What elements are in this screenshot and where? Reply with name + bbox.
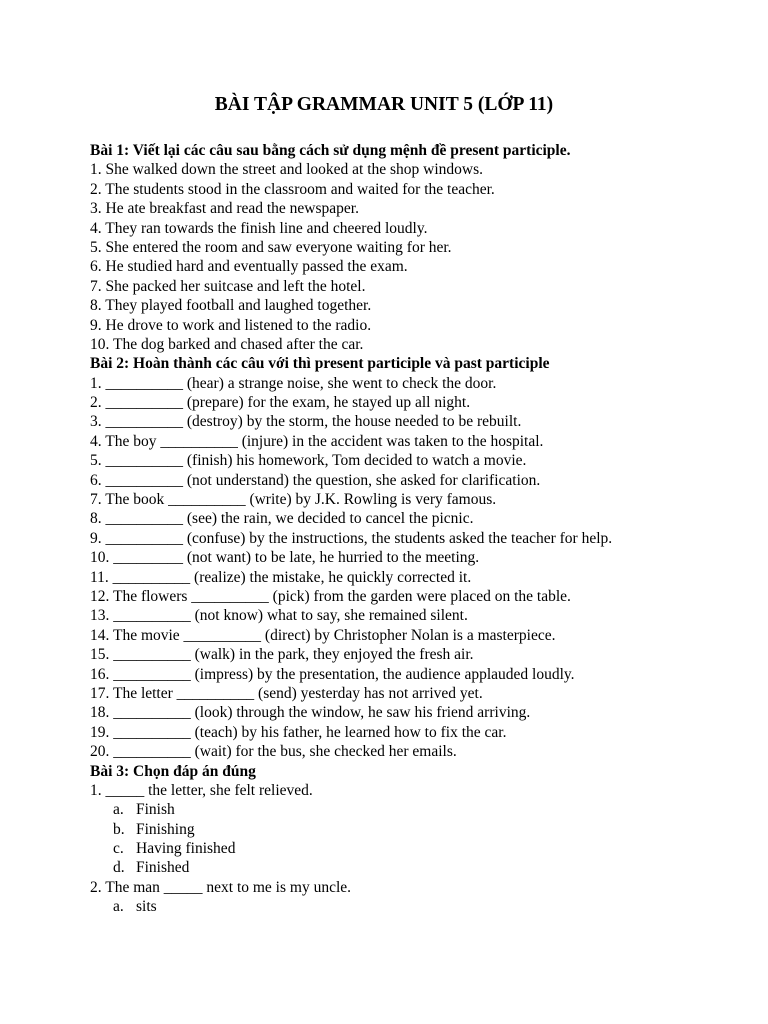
exercise-3-heading: Bài 3: Chọn đáp án đúng [90, 762, 256, 780]
exercise-2-item: 9. __________ (confuse) by the instructions, the students asked the teacher for help. [90, 529, 613, 547]
exercise-2-item: 14. The movie __________ (direct) by Christopher Nolan is a masterpiece. [90, 626, 556, 644]
exercise-1-item: 9. He drove to work and listened to the radio. [90, 316, 372, 334]
exercise-2-item: 4. The boy __________ (injure) in the accident was taken to the hospital. [90, 432, 544, 450]
exercise-2-item: 1. __________ (hear) a strange noise, she went to check the door. [90, 374, 497, 392]
exercise-2-item: 18. __________ (look) through the window, he saw his friend arriving. [90, 704, 531, 722]
exercise-2-item: 7. The book __________ (write) by J.K. Rowling is very famous. [90, 491, 497, 509]
exercise-1-item: 8. They played football and laughed together. [90, 297, 372, 315]
exercise-1-heading: Bài 1: Viết lại các câu sau bằng cách sử dụng mệnh đề present participle. [90, 142, 571, 159]
document-title: BÀI TẬP GRAMMAR UNIT 5 (LỚP 11) [214, 94, 554, 115]
exercise-1-item: 2. The students stood in the classroom and waited for the teacher. [90, 180, 495, 198]
option-text: Finished [136, 859, 190, 877]
exercise-2-item: 13. __________ (not know) what to say, she remained silent. [90, 607, 468, 625]
answer-option [90, 820, 750, 839]
exercise-2-item: 2. __________ (prepare) for the exam, he stayed up all night. [90, 394, 471, 412]
exercise-2-item: 8. __________ (see) the rain, we decided to cancel the picnic. [90, 510, 474, 528]
exercise-2-heading: Bài 2: Hoàn thành các câu với thì present participle và past participle [90, 355, 550, 373]
exercise-2-item: 6. __________ (not understand) the question, she asked for clarification. [90, 471, 541, 489]
option-letter: a. [113, 898, 124, 916]
exercise-2-item: 19. __________ (teach) by his father, he learned how to fix the car. [90, 723, 507, 741]
exercise-2-item: 11. __________ (realize) the mistake, he quickly corrected it. [90, 568, 472, 586]
option-letter: c. [113, 840, 124, 858]
answer-option [90, 897, 750, 916]
exercise-1-item: 6. He studied hard and eventually passed the exam. [90, 258, 408, 276]
exercise-1-item: 1. She walked down the street and looked at the shop windows. [90, 161, 484, 179]
option-text: sits [136, 898, 157, 916]
document-content [90, 141, 750, 917]
option-text: Having finished [136, 840, 236, 858]
exercise-2-item: 17. The letter __________ (send) yesterday has not arrived yet. [90, 684, 483, 702]
exercise-3-question-2: 2. The man _____ next to me is my uncle. [90, 878, 352, 896]
exercise-1-item: 10. The dog barked and chased after the car. [90, 335, 364, 353]
exercise-1-item: 5. She entered the room and saw everyone waiting for her. [90, 238, 452, 256]
answer-option [90, 839, 750, 858]
exercise-2-item: 5. __________ (finish) his homework, Tom decided to watch a movie. [90, 452, 527, 470]
exercise-2-item: 16. __________ (impress) by the presentation, the audience applauded loudly. [90, 665, 575, 683]
exercise-1-item: 4. They ran towards the finish line and cheered loudly. [90, 219, 428, 237]
answer-option [90, 800, 750, 819]
option-text: Finish [136, 801, 175, 819]
exercise-2-item: 10. _________ (not want) to be late, he hurried to the meeting. [90, 549, 480, 567]
exercise-2-item: 15. __________ (walk) in the park, they enjoyed the fresh air. [90, 646, 474, 664]
exercise-1-item: 3. He ate breakfast and read the newspaper. [90, 200, 359, 218]
option-letter: a. [113, 801, 124, 819]
option-letter: d. [113, 859, 125, 877]
exercise-2-item: 20. __________ (wait) for the bus, she checked her emails. [90, 743, 457, 761]
answer-option [90, 858, 750, 877]
exercise-2-item: 12. The flowers __________ (pick) from the garden were placed on the table. [90, 587, 571, 605]
exercise-1-item: 7. She packed her suitcase and left the hotel. [90, 277, 366, 295]
option-text: Finishing [136, 820, 195, 838]
option-letter: b. [113, 820, 125, 838]
exercise-2-item: 3. __________ (destroy) by the storm, the house needed to be rebuilt. [90, 413, 522, 431]
exercise-3-question-1: 1. _____ the letter, she felt relieved. [90, 781, 313, 799]
